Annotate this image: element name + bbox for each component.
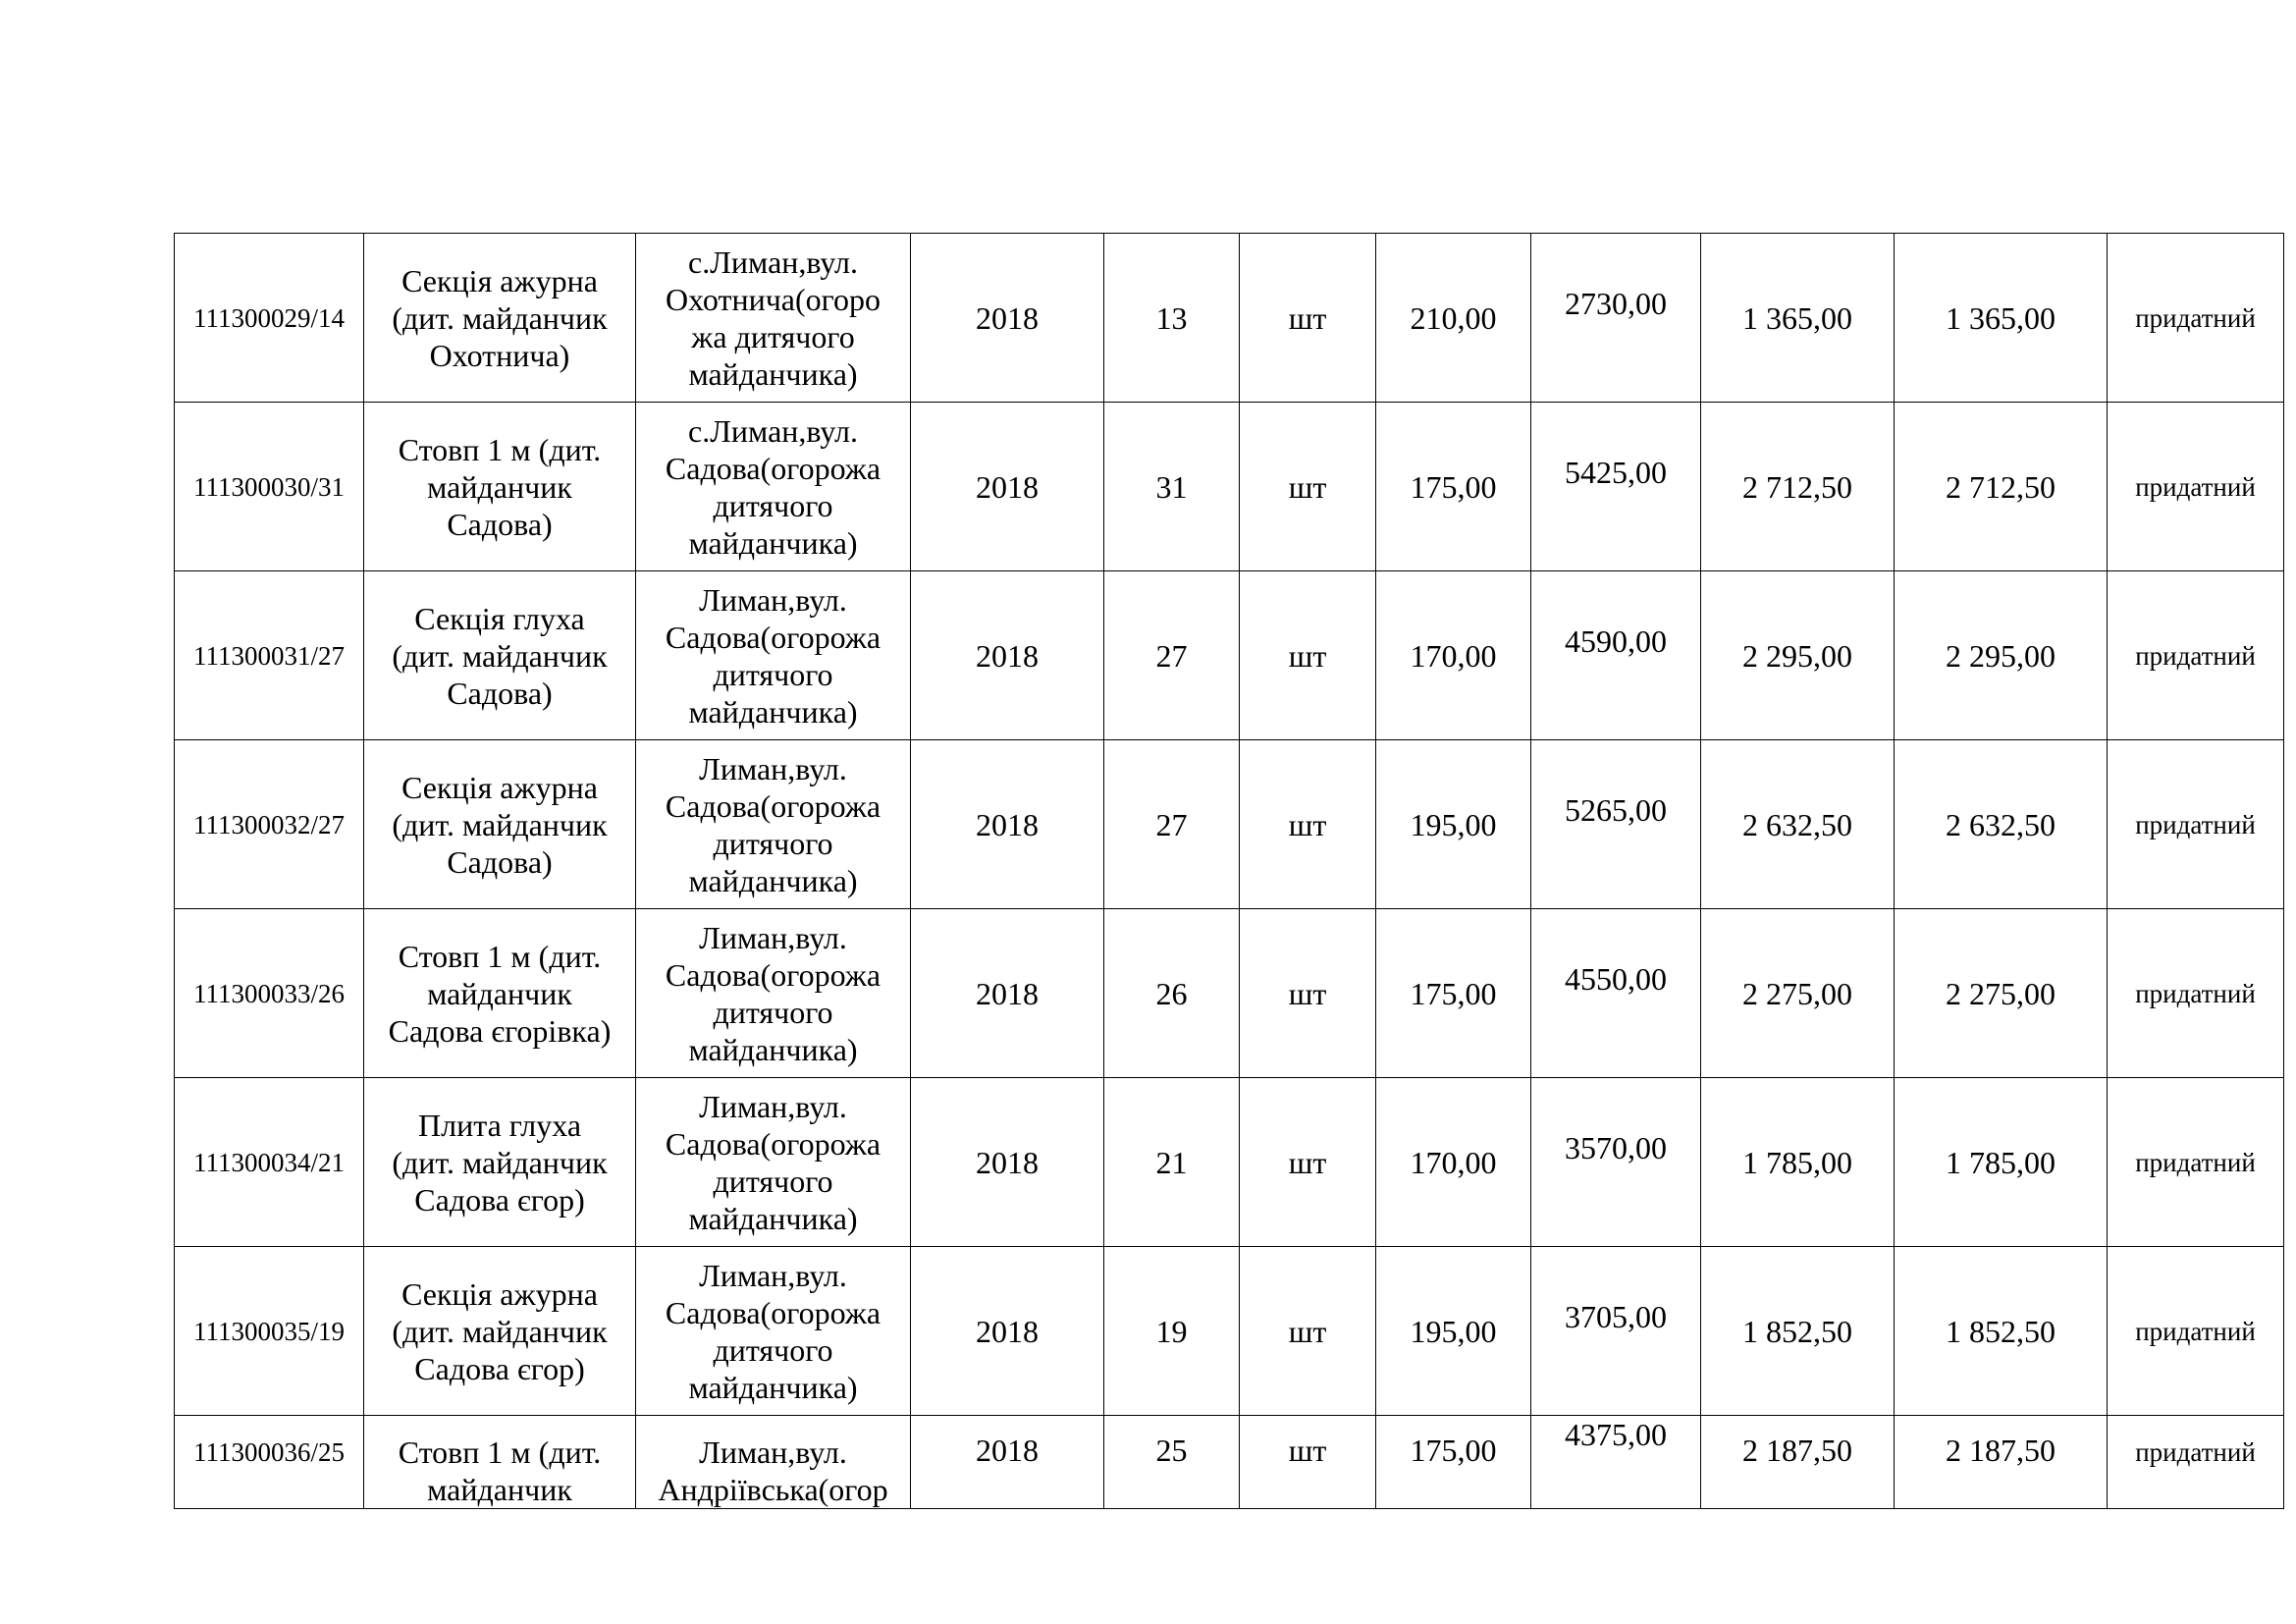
location-cell-line: майданчика) — [688, 1031, 858, 1067]
year-cell: 2018 — [911, 1247, 1104, 1416]
unit-cell: шт — [1240, 234, 1376, 403]
item-name-cell-line: Стовп 1 м (дит. — [398, 938, 602, 974]
location-cell-line: майданчика) — [688, 1369, 858, 1405]
depreciation-cell: 1 785,00 — [1701, 1078, 1895, 1247]
unit-price-cell: 195,00 — [1376, 1247, 1531, 1416]
residual-value-cell: 1 365,00 — [1895, 234, 2108, 403]
residual-value-cell: 1 852,50 — [1895, 1247, 2108, 1416]
table-body — [175, 234, 2284, 1509]
location-cell — [636, 403, 911, 571]
item-name-cell-line: Садова) — [447, 675, 553, 711]
status-cell: придатний — [2108, 740, 2284, 909]
total-value-cell: 4590,00 — [1531, 571, 1701, 740]
depreciation-cell: 2 295,00 — [1701, 571, 1895, 740]
residual-value-cell: 2 632,50 — [1895, 740, 2108, 909]
item-name-cell-line: Секція ажурна — [401, 1275, 598, 1312]
location-cell-line: Садова(огорожа — [665, 956, 881, 993]
quantity-cell: 31 — [1104, 403, 1240, 571]
item-name-cell-line: Секція ажурна — [401, 769, 598, 805]
location-cell — [636, 1247, 911, 1416]
inventory-table — [174, 233, 2284, 1509]
item-name-cell-line: Стовп 1 м (дит. — [398, 1435, 602, 1470]
location-cell-line: майданчика) — [688, 355, 858, 392]
item-name-cell-line: Садова) — [447, 506, 553, 542]
table-row — [175, 571, 2284, 740]
unit-cell: шт — [1240, 909, 1376, 1078]
item-name-cell — [364, 1416, 636, 1509]
quantity-cell: 19 — [1104, 1247, 1240, 1416]
inventory-code-cell: 111300030/31 — [175, 403, 364, 571]
status-cell: придатний — [2108, 403, 2284, 571]
location-cell-line: майданчика) — [688, 862, 858, 898]
unit-cell: шт — [1240, 1416, 1376, 1509]
status-cell: придатний — [2108, 1078, 2284, 1247]
location-cell-line: Садова(огорожа — [665, 1125, 881, 1162]
inventory-code-cell: 111300033/26 — [175, 909, 364, 1078]
unit-cell: шт — [1240, 1078, 1376, 1247]
unit-price-cell: 170,00 — [1376, 1078, 1531, 1247]
status-cell: придатний — [2108, 909, 2284, 1078]
table-row — [175, 909, 2284, 1078]
total-value-cell: 5265,00 — [1531, 740, 1701, 909]
year-cell: 2018 — [911, 571, 1104, 740]
residual-value-cell: 2 187,50 — [1895, 1416, 2108, 1509]
inventory-code-cell: 111300032/27 — [175, 740, 364, 909]
table-row — [175, 403, 2284, 571]
location-cell-line: Лиман,вул. — [699, 919, 847, 955]
location-cell-line: Андріївська(огор — [658, 1472, 888, 1507]
depreciation-cell: 2 712,50 — [1701, 403, 1895, 571]
year-cell: 2018 — [911, 403, 1104, 571]
total-value-cell: 2730,00 — [1531, 234, 1701, 403]
quantity-cell: 21 — [1104, 1078, 1240, 1247]
quantity-cell: 25 — [1104, 1416, 1240, 1509]
residual-value-cell: 2 295,00 — [1895, 571, 2108, 740]
item-name-cell-line: (дит. майданчик — [392, 806, 608, 842]
item-name-cell — [364, 403, 636, 571]
status-cell: придатний — [2108, 571, 2284, 740]
item-name-cell-line: Секція ажурна — [401, 262, 598, 298]
unit-price-cell: 195,00 — [1376, 740, 1531, 909]
item-name-cell-line: майданчик — [427, 975, 572, 1011]
location-cell-line: дитячого — [713, 825, 833, 861]
table-row — [175, 1416, 2284, 1509]
item-name-cell-line: Секція глуха — [414, 600, 585, 636]
unit-price-cell: 175,00 — [1376, 1416, 1531, 1509]
location-cell — [636, 740, 911, 909]
item-name-cell-line: Садова єгор) — [414, 1350, 585, 1386]
item-name-cell — [364, 740, 636, 909]
quantity-cell: 13 — [1104, 234, 1240, 403]
quantity-cell: 27 — [1104, 740, 1240, 909]
location-cell-line: Лиман,вул. — [699, 581, 847, 618]
depreciation-cell: 1 365,00 — [1701, 234, 1895, 403]
item-name-cell — [364, 1078, 636, 1247]
year-cell: 2018 — [911, 740, 1104, 909]
item-name-cell-line: майданчик — [427, 468, 572, 505]
location-cell — [636, 234, 911, 403]
unit-cell: шт — [1240, 1247, 1376, 1416]
item-name-cell-line: Садова єгорівка) — [388, 1012, 612, 1049]
unit-price-cell: 175,00 — [1376, 909, 1531, 1078]
residual-value-cell: 2 712,50 — [1895, 403, 2108, 571]
item-name-cell-line: Стовп 1 м (дит. — [398, 431, 602, 467]
location-cell-line: Лиман,вул. — [699, 750, 847, 786]
location-cell-line: Садова(огорожа — [665, 787, 881, 824]
location-cell-line: майданчика) — [688, 1200, 858, 1236]
location-cell-line: с.Лиман,вул. — [688, 244, 858, 280]
location-cell-line: дитячого — [713, 1163, 833, 1199]
location-cell-line: жа дитячого — [691, 318, 855, 354]
location-cell-line: Лиман,вул. — [699, 1088, 847, 1124]
total-value-cell: 4375,00 — [1531, 1416, 1701, 1509]
location-cell-line: с.Лиман,вул. — [688, 412, 858, 449]
quantity-cell: 26 — [1104, 909, 1240, 1078]
location-cell-line: майданчика) — [688, 693, 858, 730]
item-name-cell — [364, 571, 636, 740]
unit-cell: шт — [1240, 571, 1376, 740]
inventory-code-cell: 111300029/14 — [175, 234, 364, 403]
location-cell-line: майданчика) — [688, 524, 858, 561]
location-cell — [636, 1078, 911, 1247]
depreciation-cell: 2 187,50 — [1701, 1416, 1895, 1509]
inventory-code-cell: 111300034/21 — [175, 1078, 364, 1247]
item-name-cell — [364, 234, 636, 403]
item-name-cell-line: (дит. майданчик — [392, 299, 608, 336]
unit-price-cell: 170,00 — [1376, 571, 1531, 740]
depreciation-cell: 2 632,50 — [1701, 740, 1895, 909]
total-value-cell: 3570,00 — [1531, 1078, 1701, 1247]
location-cell — [636, 1416, 911, 1509]
residual-value-cell: 1 785,00 — [1895, 1078, 2108, 1247]
location-cell-line: дитячого — [713, 994, 833, 1030]
quantity-cell: 27 — [1104, 571, 1240, 740]
year-cell: 2018 — [911, 909, 1104, 1078]
inventory-code-cell: 111300035/19 — [175, 1247, 364, 1416]
unit-cell: шт — [1240, 403, 1376, 571]
location-cell-line: Садова(огорожа — [665, 1294, 881, 1330]
residual-value-cell: 2 275,00 — [1895, 909, 2108, 1078]
location-cell-line: Садова(огорожа — [665, 450, 881, 486]
total-value-cell: 3705,00 — [1531, 1247, 1701, 1416]
item-name-cell — [364, 1247, 636, 1416]
location-cell — [636, 571, 911, 740]
item-name-cell-line: (дит. майданчик — [392, 1144, 608, 1180]
item-name-cell-line: (дит. майданчик — [392, 637, 608, 674]
depreciation-cell: 2 275,00 — [1701, 909, 1895, 1078]
total-value-cell: 4550,00 — [1531, 909, 1701, 1078]
unit-cell: шт — [1240, 740, 1376, 909]
status-cell: придатний — [2108, 1416, 2284, 1509]
status-cell: придатний — [2108, 1247, 2284, 1416]
table-row — [175, 1078, 2284, 1247]
unit-price-cell: 175,00 — [1376, 403, 1531, 571]
location-cell — [636, 909, 911, 1078]
location-cell-line: дитячого — [713, 487, 833, 523]
item-name-cell-line: майданчик — [427, 1472, 572, 1507]
location-cell-line: Садова(огорожа — [665, 619, 881, 655]
item-name-cell-line: (дит. майданчик — [392, 1313, 608, 1349]
year-cell: 2018 — [911, 1078, 1104, 1247]
year-cell: 2018 — [911, 234, 1104, 403]
location-cell-line: дитячого — [713, 656, 833, 692]
inventory-code-cell: 111300031/27 — [175, 571, 364, 740]
item-name-cell-line: Плита глуха — [417, 1107, 582, 1143]
item-name-cell — [364, 909, 636, 1078]
item-name-cell-line: Садова єгор) — [414, 1181, 585, 1218]
location-cell-line: дитячого — [713, 1331, 833, 1368]
inventory-code-cell: 111300036/25 — [175, 1416, 364, 1509]
depreciation-cell: 1 852,50 — [1701, 1247, 1895, 1416]
table-row — [175, 740, 2284, 909]
table-row — [175, 1247, 2284, 1416]
location-cell-line: Лиман,вул. — [699, 1257, 847, 1293]
year-cell: 2018 — [911, 1416, 1104, 1509]
item-name-cell-line: Садова) — [447, 843, 553, 880]
item-name-cell-line: Охотнича) — [429, 337, 570, 373]
location-cell-line: Лиман,вул. — [699, 1435, 847, 1470]
status-cell: придатний — [2108, 234, 2284, 403]
total-value-cell: 5425,00 — [1531, 403, 1701, 571]
unit-price-cell: 210,00 — [1376, 234, 1531, 403]
location-cell-line: Охотнича(огоро — [666, 281, 881, 317]
table-row — [175, 234, 2284, 403]
